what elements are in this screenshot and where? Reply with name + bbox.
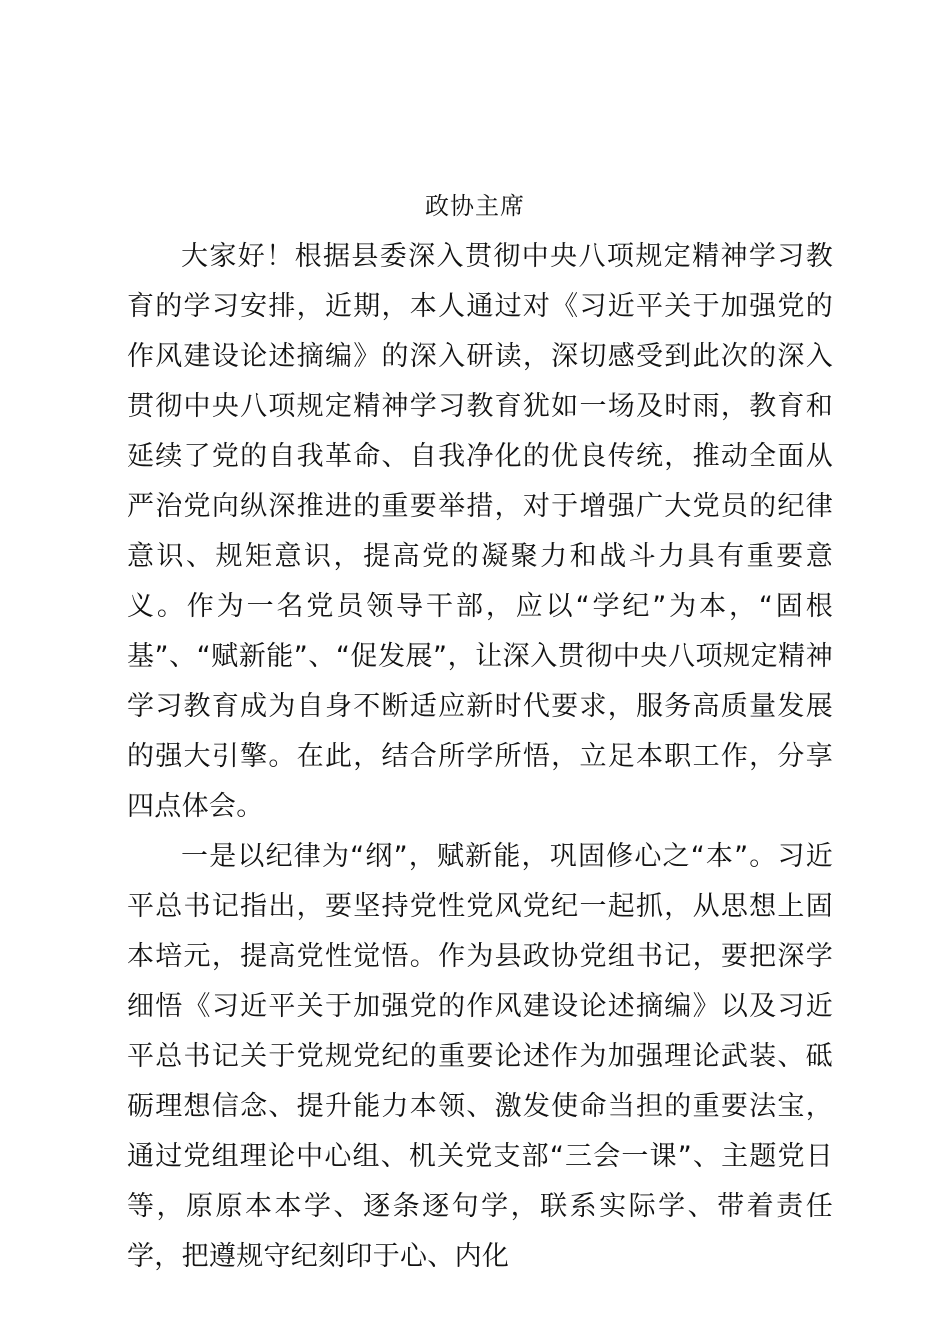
paragraph-point-one: 一是以纪律为“纲”，赋新能，巩固修心之“本”。习近平总书记指出，要坚持党性党风党纪一起抓，从思想上固本培元，提高党性觉悟。作为县政协党组书记，要把深学细悟《习近平关于加强党的作风建设论述摘编》以及习近平总书记关于党规党纪的重要论述作为加强理论武装、砥砺理想信念、提升能力本领、激发使命当担的重要法宝，通过党组理论中心组、机关党支部“三会一课”、主题党日等，原原本本学、逐条逐句学，联系实际学、带着责任学，把遵规守纪刻印于心、内化 [127, 841, 833, 1272]
document-title: 政协主席 [425, 192, 525, 220]
paragraph-intro: 大家好！根据县委深入贯彻中央八项规定精神学习教育的学习安排，近期，本人通过对《习近平关于加强党的作风建设论述摘编》的深入研读，深切感受到此次的深入贯彻中央八项规定精神学习教育犹如一场及时雨，教育和延续了党的自我革命、自我净化的优良传统，推动全面从严治党向纵深推进的重要举措，对于增强广大党员的纪律意识、规矩意识，提高党的凝聚力和战斗力具有重要意义。作为一名党员领导干部，应以“学纪”为本，“固根基”、“赋新能”、“促发展”，让深入贯彻中央八项规定精神学习教育成为自身不断适应新时代要求，服务高质量发展的强大引擎。在此，结合所学所悟，立足本职工作，分享四点体会。 [127, 241, 833, 822]
document-body [127, 232, 833, 1282]
